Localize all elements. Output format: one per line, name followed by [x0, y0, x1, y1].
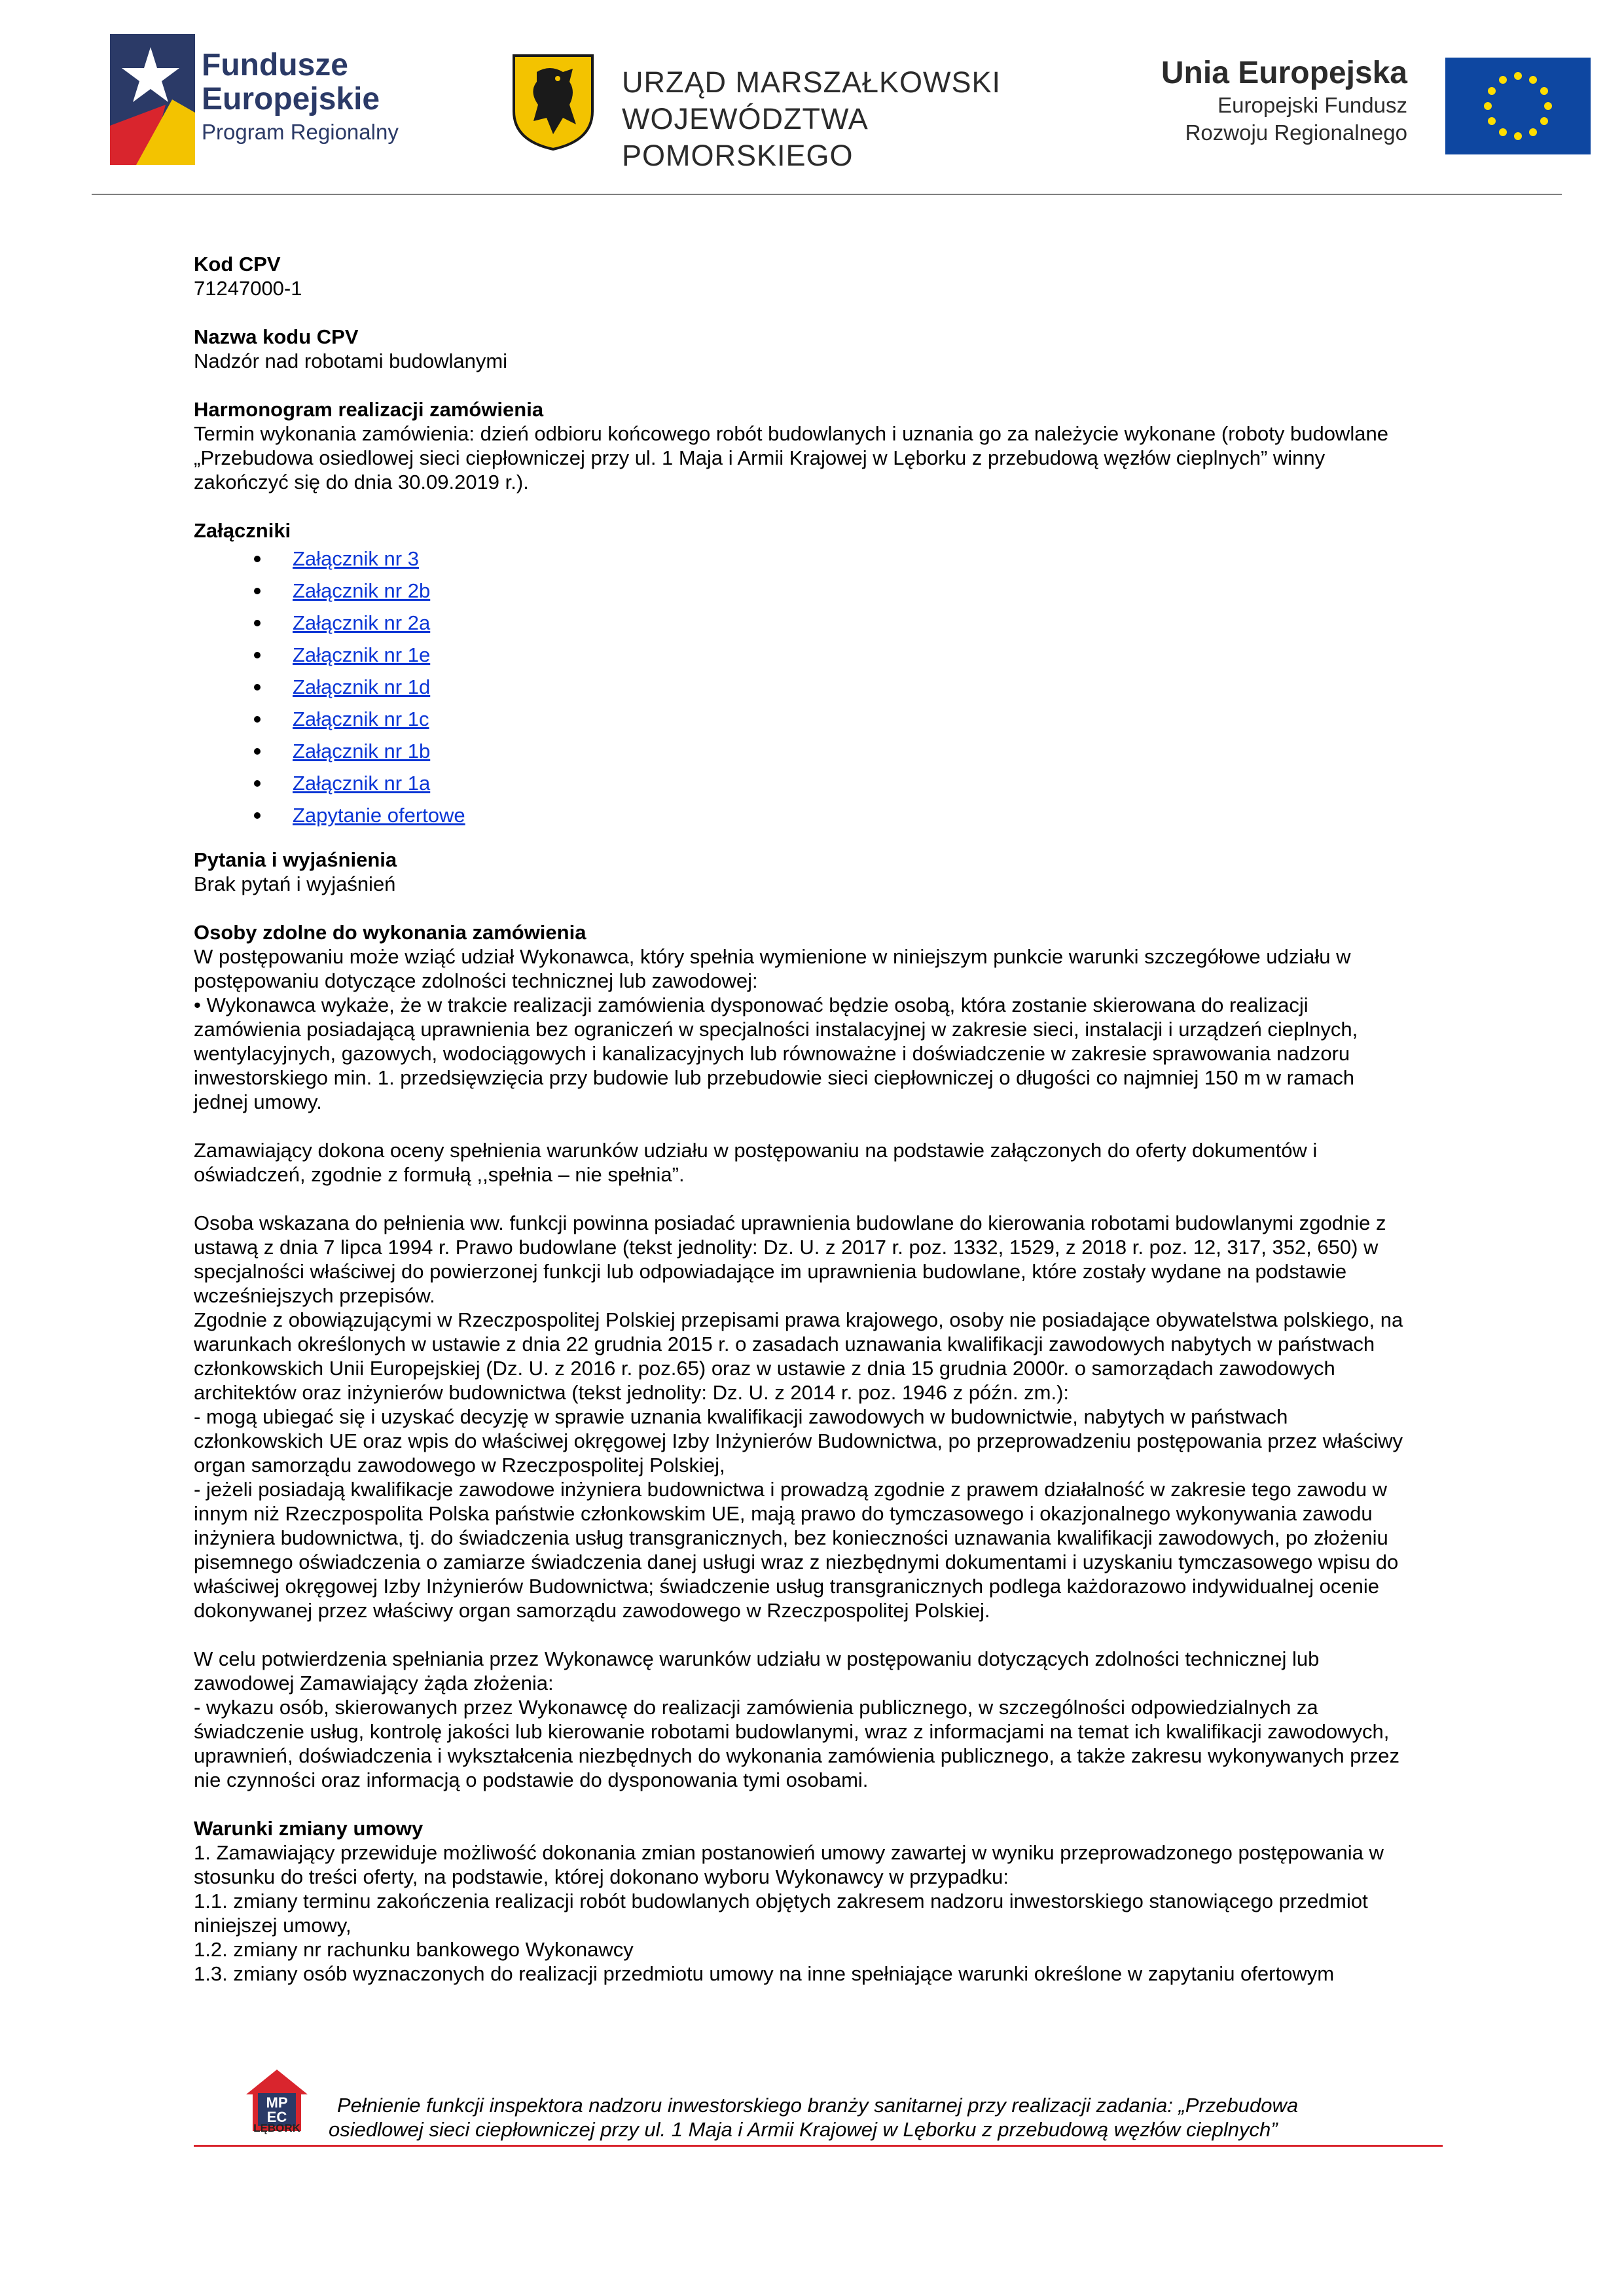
bullet-icon — [254, 684, 261, 691]
attachment-item — [194, 543, 1509, 575]
persons-line: członkowskich Unii Europejskiej (Dz. U. z 2016 r. poz.65) oraz w ustawie z dnia 15 grudnia 2000r. o samorządach zawodowych — [194, 1357, 1335, 1380]
schedule-line: zakończyć się do dnia 30.09.2019 r.). — [194, 471, 529, 493]
contract-line: 1.2. zmiany nr rachunku bankowego Wykonawcy — [194, 1938, 634, 1961]
cpv-name-heading: Nazwa kodu CPV — [194, 325, 359, 348]
footer-line1: Pełnienie funkcji inspektora nadzoru inwestorskiego branży sanitarnej przy realizacji zadania: „Przebudowa — [337, 2094, 1299, 2117]
attachment-link-zalacznik-1e[interactable]: Załącznik nr 1e — [293, 643, 431, 666]
persons-line: ustawą z dnia 7 lipca 1994 r. Prawo budowlane (tekst jednolity: Dz. U. z 2017 r. poz. 1332, 1529, z 2018 r. poz. 12, 317, 352, 650) w — [194, 1236, 1379, 1259]
footer-caption — [329, 2093, 1299, 2142]
persons-line: innym niż Rzeczpospolita Polska państwie członkowskim UE, mają prawo do tymczasowego i okazjonalnego wykonywania zawodu — [194, 1502, 1373, 1525]
attachment-item — [194, 607, 1509, 639]
persons-line: pisemnego oświadczenia o zamiarze świadczenia danej usługi wraz z niezbędnymi dokumentami i uzyskaniu tymczasowego wpisu do — [194, 1551, 1399, 1573]
pomorskie-griffin-crest-icon — [511, 52, 596, 151]
persons-line: postępowaniu dotyczące zdolności technicznej lub zawodowej: — [194, 969, 758, 992]
persons-line: właściwej okręgowej Izby Inżynierów Budownictwa; świadczenie usług transgranicznych podlega każdorazowo indywidualnej ocenie — [194, 1575, 1380, 1598]
attachment-item — [194, 639, 1509, 671]
attachment-link-zalacznik-1d[interactable]: Załącznik nr 1d — [293, 675, 431, 698]
questions-heading: Pytania i wyjaśnienia — [194, 848, 397, 871]
contract-line: 1.1. zmiany terminu zakończenia realizacji robót budowlanych objętych zakresem nadzoru inwestorskiego stanowiącego przedmiot — [194, 1890, 1368, 1912]
persons-line: wcześniejszych przepisów. — [194, 1284, 435, 1307]
persons-line: - wykazu osób, skierowanych przez Wykonawcę do realizacji zamówienia publicznego, w szczególności odpowiedzialnych za — [194, 1696, 1318, 1719]
contract-line: stosunku do treści oferty, na podstawie, której dokonano wyboru Wykonawcy w przypadku: — [194, 1865, 1009, 1888]
schedule-heading: Harmonogram realizacji zamówienia — [194, 398, 544, 421]
persons-line: dokonywanej przez właściwy organ samorządu zawodowego w Rzeczpospolitej Polskiej. — [194, 1599, 990, 1622]
persons-line: specjalności właściwej do powierzonej funkcji lub odpowiadające im uprawnienia budowlane, które zostały wydane na podstawie — [194, 1260, 1347, 1283]
attachment-link-zalacznik-1b[interactable]: Załącznik nr 1b — [293, 740, 431, 762]
questions-value: Brak pytań i wyjaśnień — [194, 872, 396, 895]
bullet-icon — [254, 748, 261, 755]
ue-logo-line3: Rozwoju Regionalnego — [1185, 120, 1407, 145]
header-divider — [92, 194, 1562, 195]
bullet-icon — [254, 812, 261, 819]
mpec-logo-mid-text: EC — [266, 2109, 287, 2125]
schedule-line: „Przebudowa osiedlowej sieci ciepłowniczej przy ul. 1 Maja i Armii Krajowej w Lęborku z przebudową węzłów cieplnych” winny — [194, 446, 1326, 469]
persons-line: wentylacyjnych, gazowych, wodociągowych i kanalizacyjnych lub równoważne i doświadczenie w zakresie sprawowania nadzoru — [194, 1042, 1350, 1065]
persons-line: członkowskich UE oraz wpis do właściwej okręgowej Izby Inżynierów Budownictwa, po przeprowadzeniu postępowania przez właściwy — [194, 1429, 1403, 1452]
persons-line: W celu potwierdzenia spełniania przez Wykonawcę warunków udziału w postępowaniu dotyczących zdolności technicznej lub — [194, 1647, 1320, 1670]
persons-line: oświadczeń, zgodnie z formułą ,,spełnia – nie spełnia”. — [194, 1163, 685, 1186]
persons-line: • Wykonawca wykaże, że w trakcie realizacji zamówienia dysponować będzie osobą, która zostanie skierowana do realizacji — [194, 994, 1308, 1016]
persons-line: Zgodnie z obowiązującymi w Rzeczpospolitej Polskiej przepisami prawa krajowego, osoby nie posiadające obywatelstwa polskiego, na — [194, 1308, 1403, 1331]
fe-logo-line3: Program Regionalny — [202, 120, 399, 144]
bullet-icon — [254, 780, 261, 787]
persons-line: zamówienia posiadającą uprawnienia bez ograniczeń w specjalności instalacyjnej w zakresie sieci, instalacji i urządzeń cieplnych, — [194, 1018, 1358, 1041]
um-logo-line2: WOJEWÓDZTWA POMORSKIEGO — [622, 102, 867, 172]
attachment-link-zalacznik-1c[interactable]: Załącznik nr 1c — [293, 708, 429, 730]
attachments-list — [194, 543, 1509, 831]
attachment-item — [194, 671, 1509, 703]
contract-line: 1. Zamawiający przewiduje możliwość dokonania zmian postanowień umowy zawartej w wyniku przeprowadzonego postępowania w — [194, 1841, 1384, 1864]
unia-europejska-logo — [1159, 55, 1591, 160]
mpec-logo-top-text: MP — [266, 2094, 288, 2111]
attachments-heading: Załączniki — [194, 519, 291, 542]
eu-flag-icon — [1445, 58, 1591, 154]
persons-line: Zamawiający dokona oceny spełnienia warunków udziału w postępowaniu na podstawie załączonych do oferty dokumentów i — [194, 1139, 1318, 1162]
attachment-item — [194, 767, 1509, 799]
ue-logo-line1: Unia Europejska — [1161, 56, 1407, 90]
fe-star-icon — [110, 34, 195, 165]
attachment-link-zalacznik-3[interactable]: Załącznik nr 3 — [293, 547, 419, 570]
cpv-name-value: Nadzór nad robotami budowlanymi — [194, 350, 508, 372]
cpv-heading: Kod CPV — [194, 253, 281, 276]
fe-logo-line1: Fundusze — [202, 48, 348, 82]
page-footer — [0, 2055, 1624, 2186]
contract-heading: Warunki zmiany umowy — [194, 1817, 424, 1840]
fe-logo-line2: Europejskie — [202, 82, 380, 117]
persons-line: W postępowaniu może wziąć udział Wykonawca, który spełnia wymienione w niniejszym punkcie warunki szczegółowe udziału w — [194, 945, 1351, 968]
attachment-item — [194, 575, 1509, 607]
attachment-item — [194, 735, 1509, 767]
urzad-marszalkowski-logo — [511, 52, 1067, 172]
footer-line2: osiedlowej sieci ciepłowniczej przy ul. 1 Maja i Armii Krajowej w Lęborku z przebudową węzłów cieplnych” — [329, 2118, 1278, 2141]
persons-line: - jeżeli posiadają kwalifikacje zawodowe inżyniera budownictwa i prowadzą zgodnie z prawem działalność w zakresie tego zawodu w — [194, 1478, 1388, 1501]
footer-divider — [194, 2145, 1443, 2147]
contract-line: niniejszej umowy, — [194, 1914, 352, 1937]
persons-line: architektów oraz inżynierów budownictwa (tekst jednolity: Dz. U. z 2014 r. poz. 1946 z późn. zm.): — [194, 1381, 1070, 1404]
bullet-icon — [254, 652, 261, 658]
document-body — [194, 252, 1509, 1986]
attachment-item — [194, 703, 1509, 735]
fundusze-europejskie-logo — [110, 34, 437, 165]
attachment-link-zapytanie-ofertowe[interactable]: Zapytanie ofertowe — [293, 804, 465, 827]
bullet-icon — [254, 556, 261, 562]
attachment-link-zalacznik-2b[interactable]: Załącznik nr 2b — [293, 579, 431, 602]
persons-line: uprawnień, doświadczenia i wykształcenia niezbędnych do wykonania zamówienia publicznego, a także zakresu wykonywanych przez — [194, 1744, 1400, 1767]
schedule-line: Termin wykonania zamówienia: dzień odbioru końcowego robót budowlanych i uznania go za należycie wykonane (roboty budowlane — [194, 422, 1388, 445]
attachment-link-zalacznik-2a[interactable]: Załącznik nr 2a — [293, 611, 431, 634]
bullet-icon — [254, 620, 261, 626]
persons-line: warunkach określonych w ustawie z dnia 22 grudnia 2015 r. o zasadach uznawania kwalifikacji zawodowych nabytych w państwach — [194, 1333, 1375, 1355]
persons-line: jednej umowy. — [194, 1090, 322, 1113]
attachment-item — [194, 799, 1509, 831]
persons-line: - mogą ubiegać się i uzyskać decyzję w sprawie uznania kwalifikacji zawodowych w budownictwie, nabytych w państwach — [194, 1405, 1288, 1428]
persons-line: inwestorskiego min. 1. przedsięwzięcia przy budowie lub przebudowie sieci ciepłowniczej o długości co najmniej 150 m w ramach — [194, 1066, 1355, 1089]
bullet-icon — [254, 716, 261, 723]
persons-line: organ samorządu zawodowego w Rzeczpospolitej Polskiej, — [194, 1454, 725, 1477]
contract-line: 1.3. zmiany osób wyznaczonych do realizacji przedmiotu umowy na inne spełniające warunki określone w zapytaniu ofertowym — [194, 1962, 1335, 1985]
persons-line: zawodowej Zamawiający żąda złożenia: — [194, 1672, 554, 1695]
persons-heading: Osoby zdolne do wykonania zamówienia — [194, 921, 586, 944]
bullet-icon — [254, 588, 261, 594]
persons-line: inżyniera budownictwa, tj. do świadczenia usług transgranicznych, bez konieczności uznawania kwalifikacji zawodowych, po złożeniu — [194, 1526, 1388, 1549]
persons-line: Osoba wskazana do pełnienia ww. funkcji powinna posiadać uprawnienia budowlane do kierowania robotami budowlanymi zgodnie z — [194, 1211, 1386, 1234]
um-logo-line1: URZĄD MARSZAŁKOWSKI — [622, 65, 1001, 99]
cpv-value: 71247000-1 — [194, 277, 302, 300]
mpec-logo-label: LĘBORK — [253, 2122, 300, 2134]
attachment-link-zalacznik-1a[interactable]: Załącznik nr 1a — [293, 772, 431, 795]
persons-line: nie czynności oraz informacją o podstawie do dysponowania tymi osobami. — [194, 1768, 869, 1791]
ue-logo-line2: Europejski Fundusz — [1218, 93, 1407, 117]
persons-line: świadczenie usług, kontrolę jakości lub kierowanie robotami budowlanymi, wraz z informacjami na temat ich kwalifikacji zawodowych, — [194, 1720, 1390, 1743]
page-header — [0, 0, 1624, 196]
